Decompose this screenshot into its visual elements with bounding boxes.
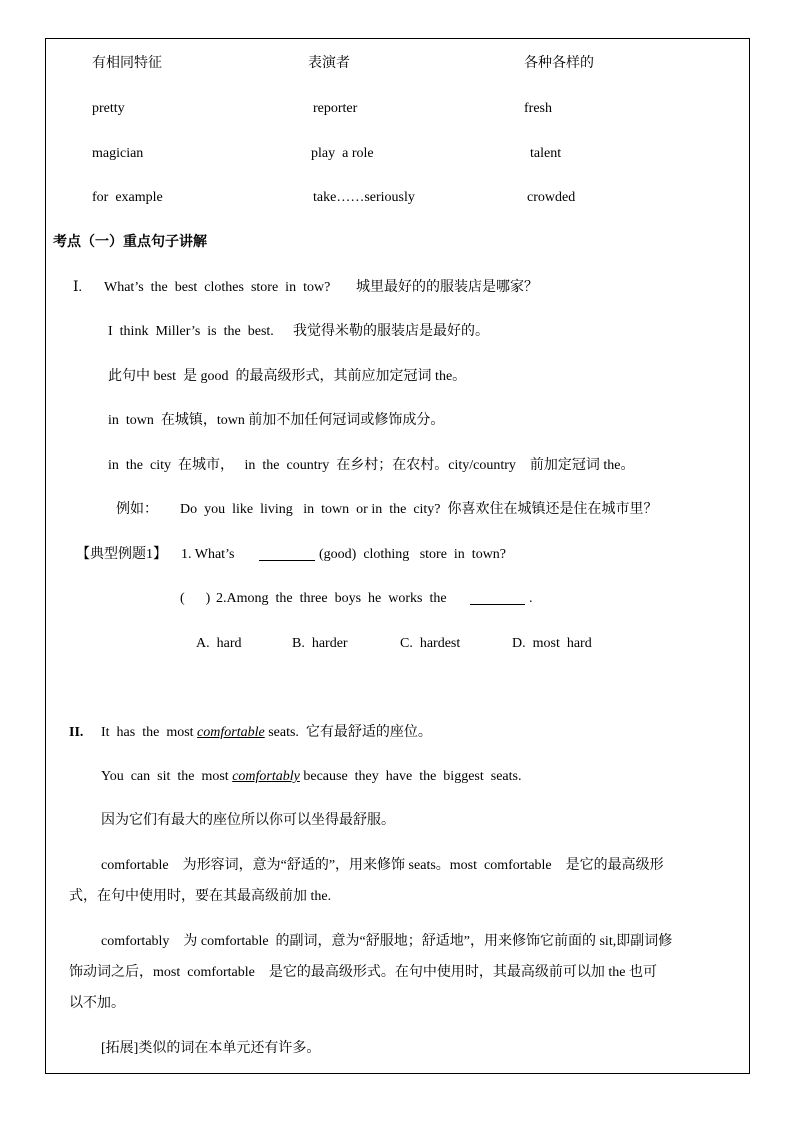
answer-translation: 我觉得米勒的服装店是最好的。 [293,324,489,339]
sentence-part: seats. 它有最舒适的座位。 [268,725,432,740]
vocab-cell: pretty [92,101,125,116]
sentence-part: It has the most [101,725,194,740]
explanation-line: comfortably 为 comfortable 的副词，意为“舒服地；舒适地”，用来修饰它前面的 sit,即副词修 [101,934,673,949]
exercise-label: 【典型例题1】 [76,547,167,562]
vocab-cell: 表演者 [308,56,350,71]
key-word: comfortable [197,725,265,740]
sentence-translation: 因为它们有最大的座位所以你可以坐得最舒服。 [101,813,395,828]
vocab-cell: reporter [313,101,358,116]
sentence-part: because they have the biggest seats. [303,769,522,784]
item-number: II. [69,725,84,740]
exercise-q1-suffix: (good) clothing store in town? [319,547,507,562]
example-sentence: What’s the best clothes store in tow? [104,280,331,295]
key-word: comfortably [232,769,300,784]
vocab-cell: talent [530,146,562,161]
vocab-cell: magician [92,146,144,161]
option-b: B. harder [292,636,348,651]
example-sentence [101,768,521,786]
exercise-q2-end: . [529,591,533,606]
extension-note: [拓展]类似的词在本单元还有许多。 [101,1041,321,1056]
note-line: in the city 在城市， in the country 在乡村；在农村。city/country 前加定冠词 the。 [108,458,635,473]
option-d: D. most hard [512,636,592,651]
note-line: in town 在城镇，town 前加不加任何冠词或修饰成分。 [108,413,445,428]
vocab-cell: 各种各样的 [524,56,594,71]
option-c: C. hardest [400,636,461,651]
vocab-cell: 有相同特征 [92,56,162,71]
explanation-line: comfortable 为形容词，意为“舒适的”，用来修饰 seats。most comfortable 是它的最高级形 [101,858,664,873]
sentence-translation: 城里最好的的服装店是哪家？ [356,280,538,295]
section-heading: 考点（一）重点句子讲解 [53,235,207,250]
vocab-cell: for example [92,190,163,205]
answer-blank[interactable] [259,546,315,561]
note-line: 此句中 best 是 good 的最高级形式，其前应加定冠词 the。 [108,369,467,384]
example-label: 例如： [116,502,158,517]
answer-sentence: I think Miller’s is the best. [108,324,274,339]
exercise-q2-text: 2.Among the three boys he works the [216,591,447,606]
sentence-part: You can sit the most [101,769,229,784]
explanation-line: 饰动词之后，most comfortable 是它的最高级形式。在句中使用时，其最高级前可以加 the 也可 [69,965,657,980]
option-a: A. hard [196,636,242,651]
explanation-line: 式，在句中使用时，要在其最高级前加 the. [69,889,332,904]
answer-paren: ( ) [180,591,211,606]
explanation-line: 以不加。 [69,996,125,1011]
answer-blank[interactable] [470,590,525,605]
vocab-cell: fresh [524,101,552,116]
exercise-q1-prefix: 1. What’s [181,547,235,562]
example-text: Do you like living in town or in the city? 你喜欢住在城镇还是住在城市里？ [180,502,658,517]
item-number: Ⅰ. [73,280,83,295]
vocab-cell: take……seriously [313,190,415,205]
vocab-cell: play a role [311,146,374,161]
example-sentence [101,724,432,742]
vocab-cell: crowded [527,190,576,205]
